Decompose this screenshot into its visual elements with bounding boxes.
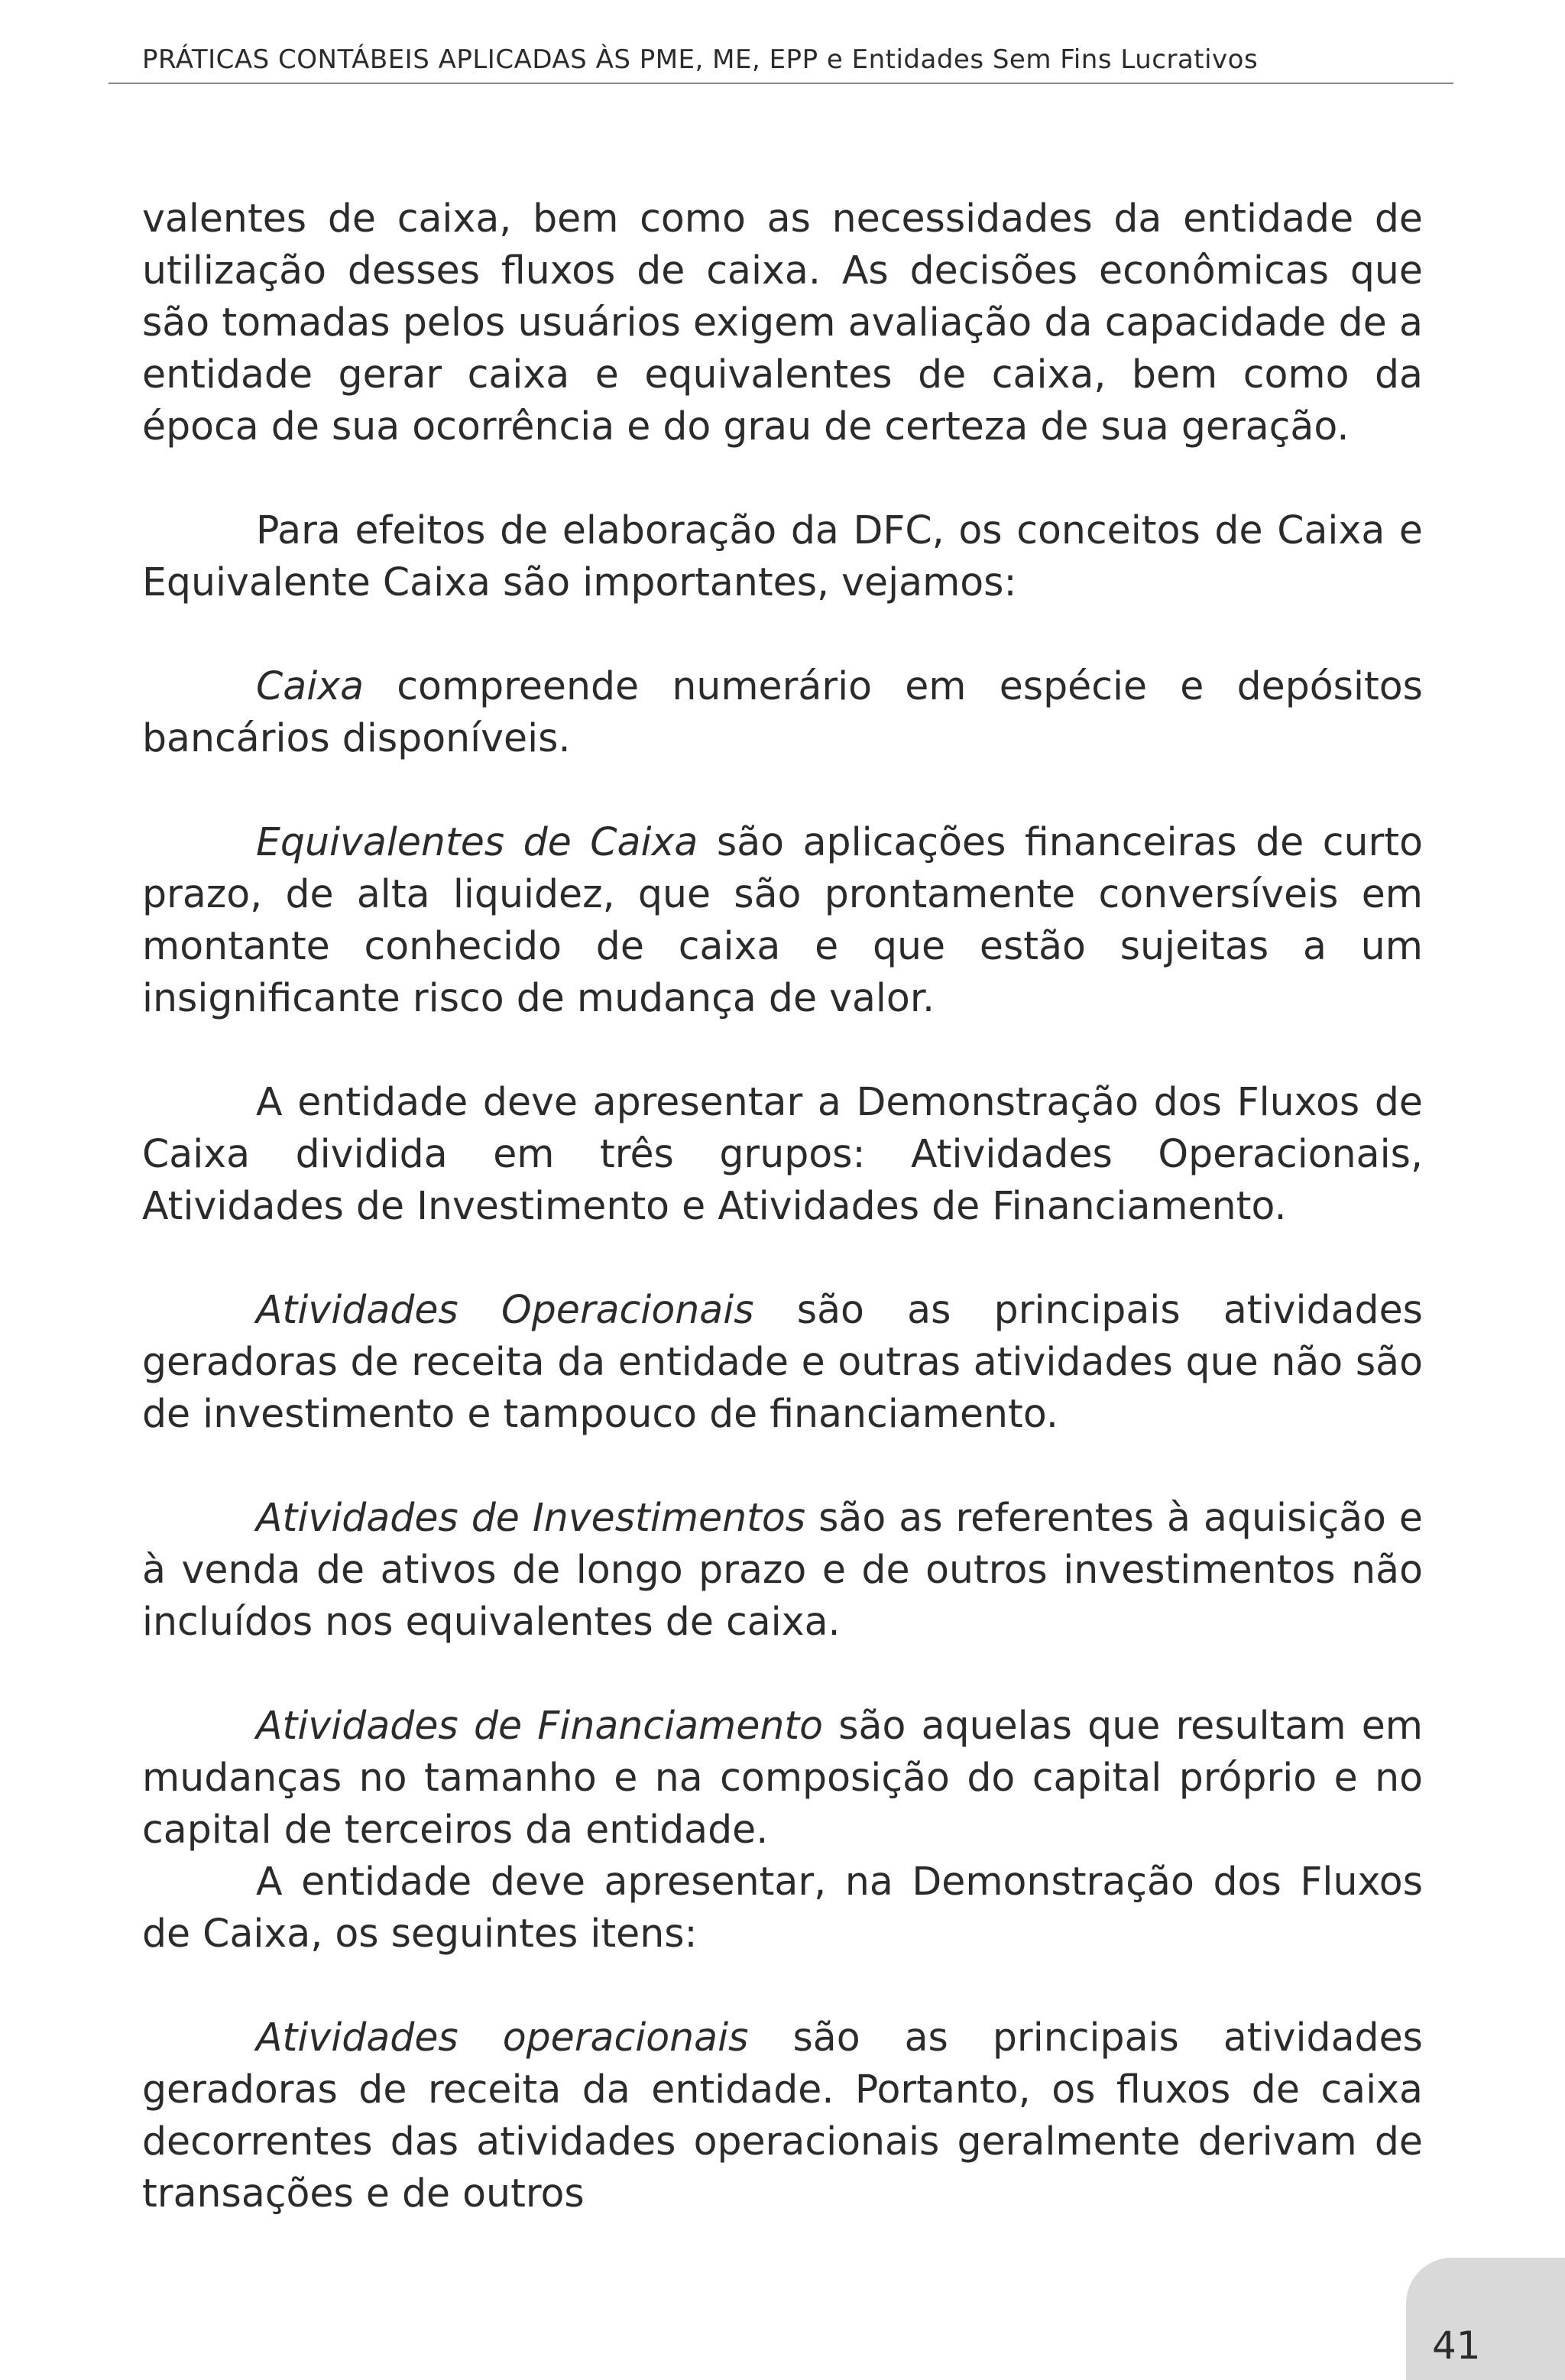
- term-atividades-operacionais-2: Atividades operacionais: [256, 2015, 749, 2060]
- paragraph-investimentos: [142, 1492, 1423, 1648]
- term-equivalentes-de-caixa: Equivalentes de Caixa: [256, 819, 698, 864]
- definition-atividades-operacionais: são as principais atividades geradoras de receita da entidade e outras atividades que não são de investimento e tampouco de financiamento.: [142, 1287, 1423, 1436]
- paragraph-itens: A entidade deve apresentar, na Demonstração dos Fluxos de Caixa, os seguintes itens:: [142, 1859, 1423, 1956]
- definition-caixa: compreende numerário em espécie e depósitos bancários disponíveis.: [142, 663, 1423, 760]
- term-atividades-de-financiamento: Atividades de Financiamento: [256, 1703, 824, 1748]
- page-body: [142, 193, 1423, 2219]
- definition-atividades-operacionais-2: são as principais atividades geradoras de receita da entidade. Portanto, os fluxos de caixa decorrentes das atividades operacionais geralmente derivam de transações e de outros: [142, 2015, 1423, 2216]
- paragraph-1: valentes de caixa, bem como as necessidades da entidade de utilização desses fluxos de caixa. As decisões econômicas que são tomadas pelos usuários exigem avaliação da capacidade de a entidade gerar caixa e equivalentes de caixa, bem como da época de sua ocorrência e do grau de certeza de sua geração.: [142, 196, 1423, 449]
- paragraph-grupos: A entidade deve apresentar a Demonstração dos Fluxos de Caixa dividida em três grupos: Atividades Operacionais, Atividades de Investimento e Atividades de Financiamento.: [142, 1079, 1423, 1228]
- definition-equivalentes-de-caixa: são aplicações financeiras de curto prazo, de alta liquidez, que são prontamente conversíveis em montante conhecido de caixa e que estão sujeitas a um insignificante risco de mudança de valor.: [142, 819, 1423, 1020]
- page-number-tab: [1406, 2258, 1565, 2380]
- definition-atividades-de-investimentos: são as referentes à aquisição e à venda de ativos de longo prazo e de outros investimentos não incluídos nos equivalentes de caixa.: [142, 1495, 1423, 1644]
- paragraph-2: Para efeitos de elaboração da DFC, os conceitos de Caixa e Equivalente Caixa são importantes, vejamos:: [142, 507, 1423, 605]
- term-atividades-operacionais: Atividades Operacionais: [256, 1287, 754, 1332]
- paragraph-operacionais-2: [142, 2012, 1423, 2219]
- definition-atividades-de-financiamento: são aquelas que resultam em mudanças no tamanho e na composição do capital próprio e no capital de terceiros da entidade.: [142, 1703, 1423, 1852]
- paragraph-operacionais: [142, 1284, 1423, 1440]
- paragraph-financiamento: [142, 1700, 1423, 1856]
- page-number: 41: [1432, 2323, 1481, 2368]
- running-header: PRÁTICAS CONTÁBEIS APLICADAS ÀS PME, ME, EPP e Entidades Sem Fins Lucrativos: [142, 44, 1259, 75]
- paragraph-equivalentes: [142, 816, 1423, 1024]
- term-caixa: Caixa: [256, 663, 365, 708]
- term-atividades-de-investimentos: Atividades de Investimentos: [256, 1495, 806, 1540]
- header-divider: [109, 83, 1453, 84]
- paragraph-caixa: [142, 660, 1423, 764]
